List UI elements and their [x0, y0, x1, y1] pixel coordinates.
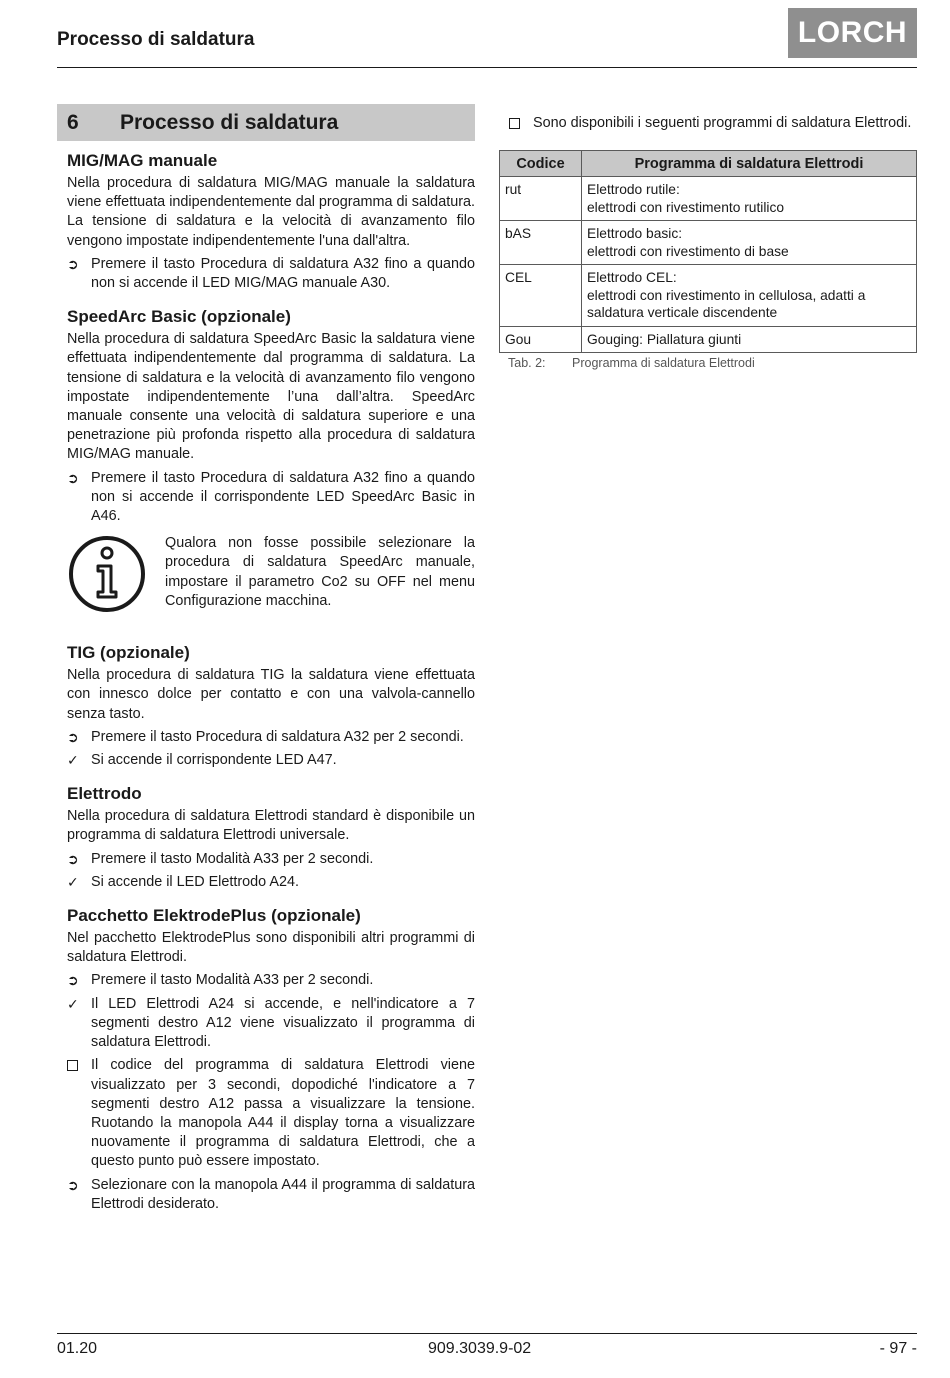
footer-divider	[57, 1333, 917, 1334]
step-item	[67, 728, 475, 747]
result-item	[67, 995, 475, 1053]
program-name: Gouging: Piallatura giunti	[587, 331, 742, 347]
column-header-program: Programma di saldatura Elettrodi	[582, 151, 917, 177]
result-text: Il LED Elettrodi A24 si accende, e nell'indicatore a 7 segmenti destro A12 viene visualizzato il programma di saldatura Elettrodi.	[91, 995, 475, 1051]
cell-program	[582, 265, 917, 327]
table-row	[500, 177, 917, 221]
right-column	[499, 114, 917, 370]
footer-date: 01.20	[57, 1340, 98, 1357]
lorch-logo: LORCH	[788, 8, 917, 58]
result-item	[67, 751, 475, 770]
cell-code: bAS	[500, 221, 582, 265]
step-text: Premere il tasto Procedura di saldatura A32 fino a quando non si accende il LED MIG/MAG manuale A30.	[91, 255, 475, 292]
section-title-speedarc: SpeedArc Basic (opzionale)	[67, 307, 291, 327]
action-arrow-icon: ➲	[67, 850, 79, 867]
caption-text: Programma di saldatura Elettrodi	[572, 356, 755, 371]
caption-label: Tab. 2:	[508, 356, 546, 371]
section-body-tig: Nella procedura di saldatura TIG la saldatura viene effettuata con innesco dolce per contatto e con una valvola-cannello senza tasto.	[67, 667, 475, 722]
cell-program	[582, 177, 917, 221]
info-text: Il codice del programma di saldatura Elettrodi viene visualizzato per 3 secondi, dopodiché l'indicatore a 7 segmenti destro A12 passa a visualizzare la tensione. Ruotando la manopola A44 il display torna a visualizzare nuovamente il programma di saldatura Elettrodi, che a questo punto può essere impostato.	[91, 1057, 475, 1170]
section-title-mig: MIG/MAG manuale	[67, 151, 218, 170]
section-body-elettrodo: Nella procedura di saldatura Elettrodi standard è disponibile un programma di saldatura Elettrodi universale.	[67, 808, 475, 844]
info-item	[67, 1056, 475, 1171]
cell-code: rut	[500, 177, 582, 221]
cell-program	[582, 326, 917, 353]
note-text: Qualora non fosse possibile selezionare la procedura di saldatura SpeedArc manuale, impostare il parametro Co2 su OFF nel menu Configurazione macchina.	[165, 535, 475, 609]
checkbox-square-icon	[509, 114, 533, 134]
action-arrow-icon: ➲	[67, 469, 79, 486]
step-item	[67, 1176, 475, 1214]
result-text: Si accende il LED Elettrodo A24.	[91, 873, 299, 890]
step-text: Premere il tasto Modalità A33 per 2 secondi.	[91, 850, 374, 867]
program-description: elettrodi con rivestimento di base	[587, 243, 789, 259]
step-item	[67, 850, 475, 869]
step-item	[67, 469, 475, 527]
header-divider	[57, 67, 917, 68]
electrode-program-table	[499, 150, 917, 353]
action-arrow-icon: ➲	[67, 255, 79, 272]
action-arrow-icon: ➲	[67, 728, 79, 745]
checkbox-square-icon	[67, 1056, 91, 1171]
section-body-speedarc: Nella procedura di saldatura SpeedArc Basic la saldatura viene effettuata indipendentemente dal programma di saldatura. La tensione di saldatura e la velocità di avanzamento filo vengono impostate indipendentemente l’una dall’altra. SpeedArc manuale consente una velocità di saldatura superiore e una penetrazione più profonda rispetto alla procedura di saldatura MIG/MAG manuale.	[67, 331, 475, 463]
step-text: Premere il tasto Procedura di saldatura A32 fino a quando non si accende il corrispondente LED SpeedArc Basic in A46.	[91, 469, 475, 525]
checkmark-icon: ✓	[67, 873, 79, 890]
section-title-elettrodo: Elettrodo	[67, 784, 142, 804]
cell-code: CEL	[500, 265, 582, 327]
program-description: elettrodi con rivestimento in cellulosa, adatti a saldatura verticale discendente	[587, 287, 866, 321]
info-icon	[67, 534, 165, 619]
header-title: Processo di saldatura	[57, 29, 255, 50]
chapter-number: 6	[67, 110, 79, 134]
table-caption	[499, 356, 917, 370]
left-column	[57, 104, 475, 1214]
column-header-code: Codice	[500, 151, 582, 177]
chapter-title: Processo di saldatura	[120, 110, 339, 134]
info-text: Sono disponibili i seguenti programmi di saldatura Elettrodi.	[533, 115, 912, 131]
cell-program	[582, 221, 917, 265]
table-row	[500, 221, 917, 265]
checkmark-icon: ✓	[67, 995, 79, 1012]
result-text: Si accende il corrispondente LED A47.	[91, 752, 337, 769]
table-header-row	[500, 151, 917, 177]
table-row	[500, 265, 917, 327]
step-text: Premere il tasto Modalità A33 per 2 secondi.	[91, 972, 374, 989]
section-title-tig: TIG (opzionale)	[67, 643, 190, 663]
step-text: Selezionare con la manopola A44 il programma di saldatura Elettrodi desiderato.	[91, 1176, 475, 1212]
program-name: Elettrodo CEL:	[587, 270, 677, 286]
result-item	[67, 873, 475, 892]
table-row	[500, 326, 917, 353]
program-description: elettrodi con rivestimento rutilico	[587, 199, 785, 215]
section-body-mig: Nella procedura di saldatura MIG/MAG manuale la saldatura viene effettuata indipendentemente dal programma di saldatura. La tensione di saldatura e la velocità di avanzamento filo vengono impostate indipendentemente l'una dall'altra.	[67, 175, 475, 249]
section-body-elektrodeplus: Nel pacchetto ElektrodePlus sono disponibili altri programmi di saldatura Elettrodi.	[67, 930, 475, 966]
info-note	[67, 534, 475, 619]
section-title-elektrodeplus: Pacchetto ElektrodePlus (opzionale)	[67, 906, 361, 926]
action-arrow-icon: ➲	[67, 1176, 79, 1193]
step-item	[67, 971, 475, 990]
action-arrow-icon: ➲	[67, 972, 79, 989]
chapter-heading	[57, 104, 475, 141]
checkmark-icon: ✓	[67, 752, 79, 769]
footer-doc-number: 909.3039.9-02	[428, 1340, 532, 1357]
step-text: Premere il tasto Procedura di saldatura A32 per 2 secondi.	[91, 728, 464, 745]
program-name: Elettrodo rutile:	[587, 182, 680, 198]
program-name: Elettrodo basic:	[587, 226, 683, 242]
step-item	[67, 255, 475, 293]
info-item	[509, 114, 917, 134]
page-number: - 97 -	[879, 1340, 917, 1357]
cell-code: Gou	[500, 326, 582, 353]
